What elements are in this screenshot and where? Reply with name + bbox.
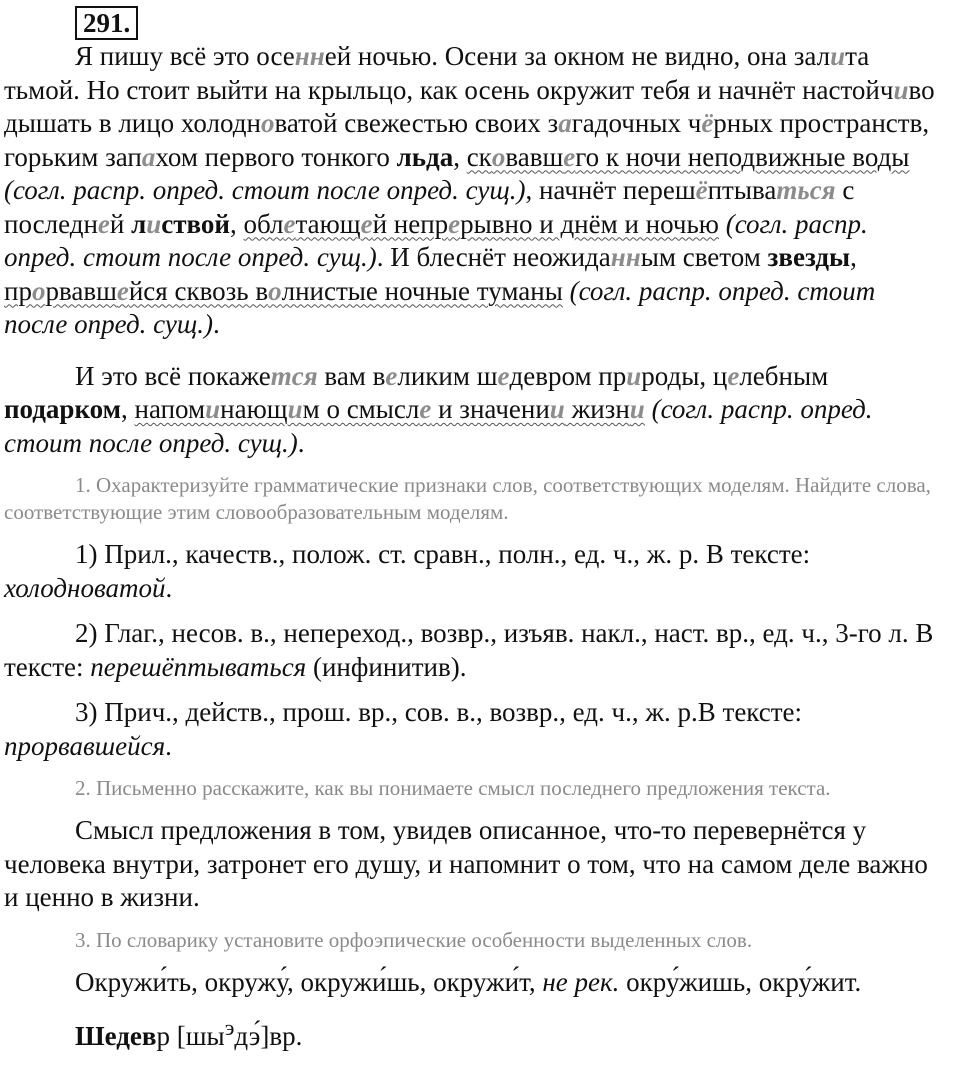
answer-2: Смысл предложения в том, увидев описанное, что-то перевернётся у человека внутри, затронет его душу, и напомнит о том, что на самом деле важно и ценно в жизни. bbox=[4, 815, 928, 912]
answer-1-1: 1) Прил., качеств., полож. ст. сравн., полн., ед. ч., ж. р. В тексте: холодноватой. bbox=[4, 539, 811, 603]
answer-4: Шедевр $[шы^эдэ́]вр$. bbox=[75, 1015, 303, 1051]
text-paragraph-1: Я пишу всё это осенней ночью. Осени за окном не видно, она залита тьмой. Но стоит выйти на крыльцо, как осень окружит тебя и начнёт настойчиво дышать в лицо холодноватой свежестью своих загадочных чёрных пространств, горьким запахом первого тонкого льда, сковавшего к ночи неподвижные воды (согл. распр. опред. стоит после опред. сущ.), начнёт перешёптываться с последней листвой, облетающей непрерывно и днём и ночью (согл. распр. опред. стоит после опред. сущ.). И блеснёт неожиданным светом звезды, прорвавшейся сквозь волнистые ночные туманы (согл. распр. опред. стоит после опред. сущ.). bbox=[4, 41, 935, 339]
task-2: 2. Письменно расскажите, как вы понимаете смысл последнего предложения текста. bbox=[75, 776, 831, 800]
answer-1-3: 3) Прич., действ., прош. вр., сов. в., возвр., ед. ч., ж. р.В тексте: прорвавшейся. bbox=[4, 697, 803, 761]
task-1: 1. Охарактеризуйте грамматические признаки слов, соответствующих моделям. Найдите слова, соответствующие этим словообразовательным моделям. bbox=[4, 473, 931, 524]
grammar-note: (согл. распр. опред. стоит после опред. сущ.) bbox=[4, 275, 876, 339]
grammar-note: (согл. распр. опред. стоит после опред. сущ.) bbox=[4, 208, 868, 272]
participial-phrase-1: сковавшего к ночи неподвижные воды bbox=[466, 141, 910, 172]
grammar-note: (согл. распр. опред. стоит после опред. сущ.) bbox=[4, 175, 526, 205]
task-3: 3. По словарику установите орфоэпические особенности выделенных слов. bbox=[75, 927, 753, 952]
answer-1-2: 2) Глаг., несов. в., непереход., возвр., изъяв. накл., наст. вр., ед. ч., 3-го л. В тексте: перешёптываться (инфинитив). bbox=[4, 618, 934, 682]
exercise-number: 291. bbox=[75, 6, 138, 40]
answer-3: Окружи́ть, окружу́, окружи́шь, окружи́т, не рек. окру́жишь, окру́жит. bbox=[75, 966, 862, 997]
participial-phrase-4: напоминающим о смысле и значении жизни bbox=[134, 394, 645, 424]
text-paragraph-2: И это всё покажется вам великим шедевром природы, целебным подарком, напоминающим о смысле и значении жизни (согл. распр. опред. стоит после опред. сущ.). bbox=[4, 360, 873, 458]
participial-phrase-2: облетающей непрерывно и днём и ночью bbox=[243, 208, 719, 239]
participial-phrase-3: прорвавшейся сквозь волнистые ночные туманы bbox=[4, 275, 563, 306]
grammar-note: (согл. распр. опред. стоит после опред. сущ.) bbox=[4, 394, 873, 458]
